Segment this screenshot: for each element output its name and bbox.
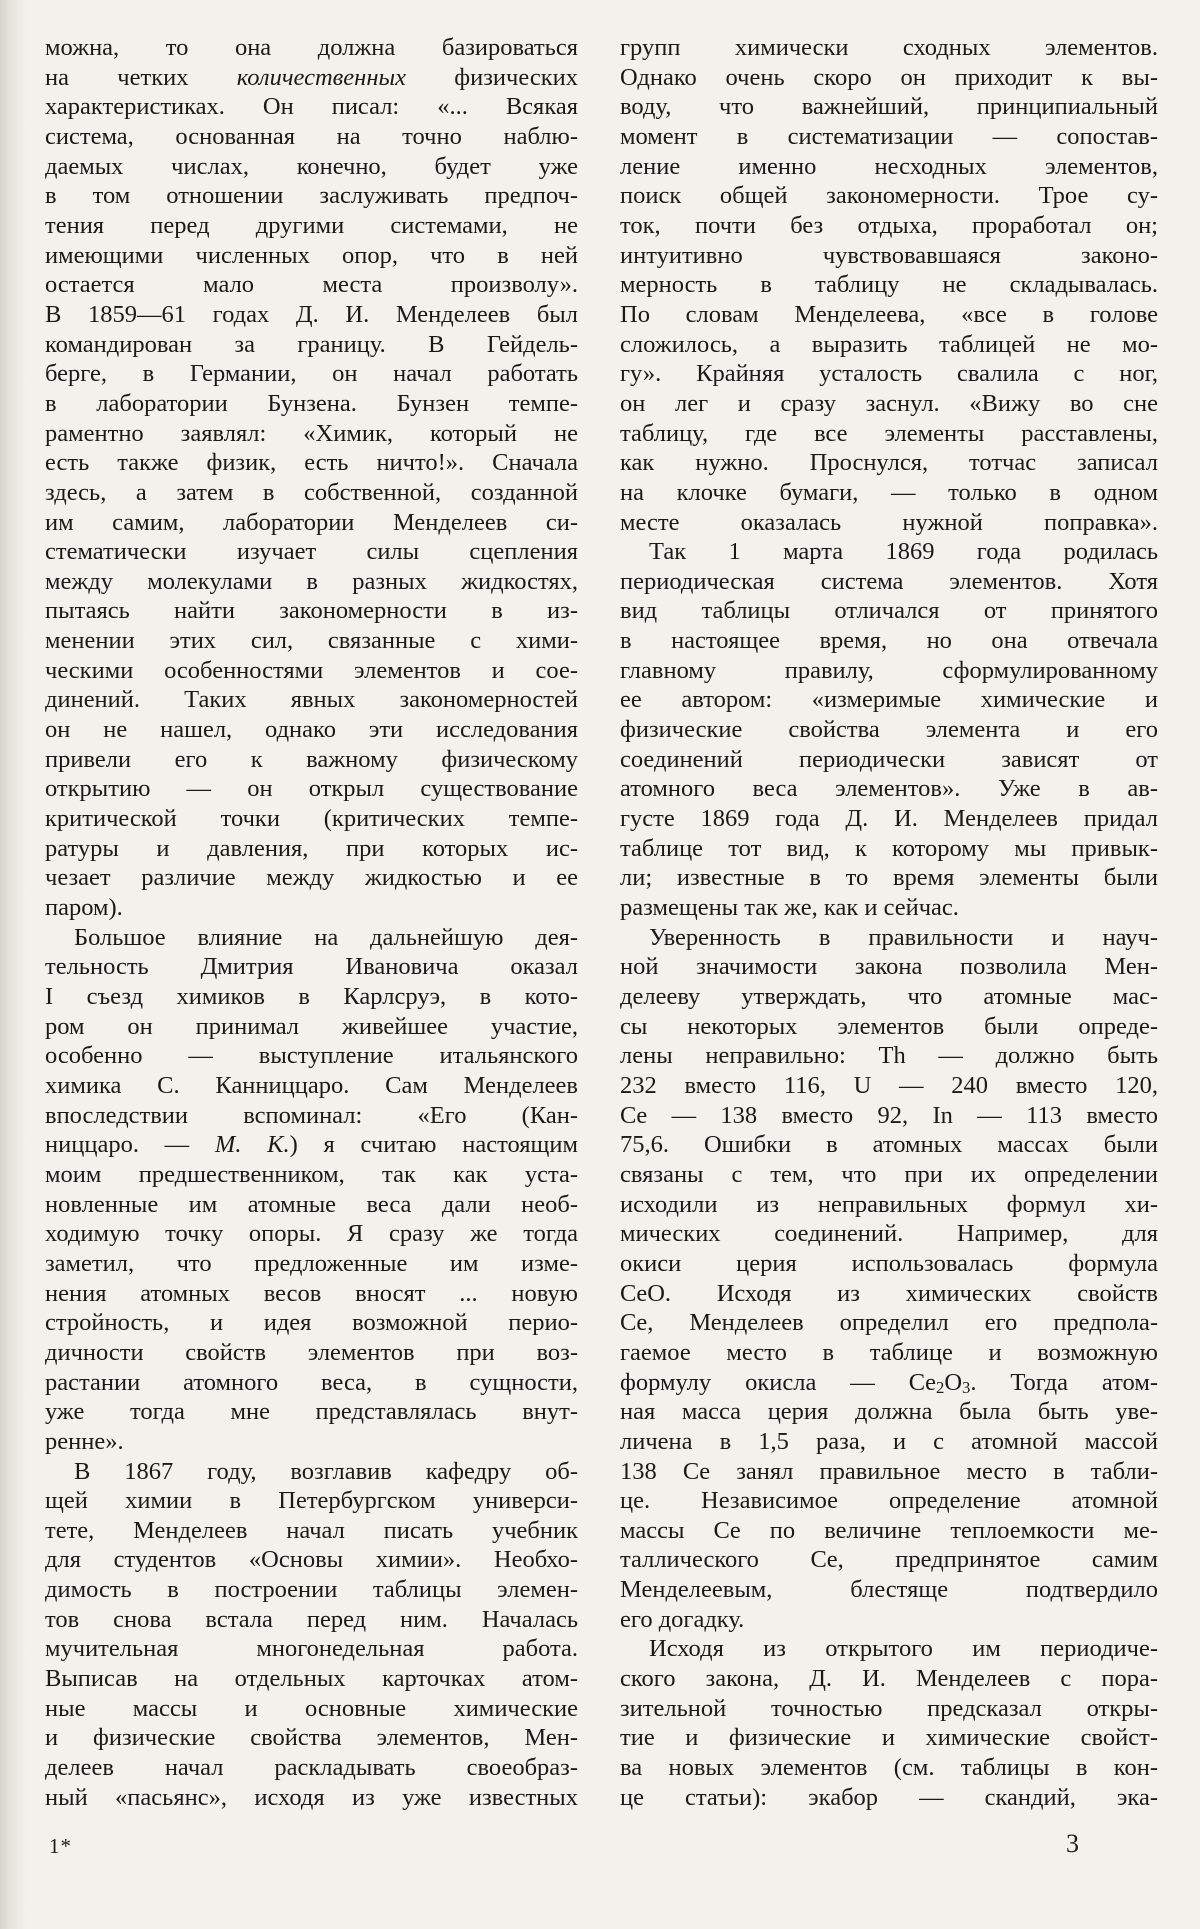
text-line: главному правилу, сформулированному: [620, 656, 1158, 684]
text-line: физические свойства элемента и его: [620, 716, 1158, 744]
text-line: мерность в таблицу не складывалась.: [620, 271, 1158, 299]
text-line: мучительная многонедельная работа.: [45, 1635, 578, 1663]
text-line: соединений периодически зависят от: [620, 745, 1158, 773]
text-line: воду, что важнейший, принципиальный: [620, 93, 1158, 121]
text-line: Ce, Менделеев определил его предпола-: [620, 1309, 1158, 1337]
text-line: есть также физик, есть ничто!». Сначала: [45, 449, 578, 477]
text-line: стематически изучает силы сцепления: [45, 538, 578, 566]
text-line: тения перед другими системами, не: [45, 211, 578, 239]
text-line: особенно — выступление итальянского: [45, 1042, 578, 1070]
text-line: формулу окисла — $Ce_2O_3$. Тогда атом-: [620, 1368, 1158, 1397]
text-line: нения атомных весов вносят ... новую: [45, 1279, 578, 1307]
text-line: для студентов «Основы химии». Необхо-: [45, 1546, 578, 1574]
text-line: сложилось, а выразить таблицей не мо-: [620, 330, 1158, 358]
text-line: на клочке бумаги, — только в одном: [620, 478, 1158, 506]
text-line: ток, почти без отдыха, проработал он;: [620, 211, 1158, 239]
text-line: таллического Ce, предпринятое самим: [620, 1546, 1158, 1574]
text-line: и физические свойства элементов, Мен-: [45, 1724, 578, 1752]
text-line: критической точки (критических темпе-: [45, 805, 578, 833]
text-line: гаемое место в таблице и возможную: [620, 1338, 1158, 1366]
text-line: мических соединений. Например, для: [620, 1220, 1158, 1248]
text-line: месте оказалась нужной поправка».: [620, 508, 1158, 536]
text-line: периодическая система элементов. Хотя: [620, 567, 1158, 595]
text-line: паром).: [45, 894, 123, 922]
text-line: дичности свойств элементов при воз-: [45, 1338, 578, 1366]
text-line: тельность Дмитрия Ивановича оказал: [45, 953, 578, 981]
text-line: раментно заявлял: «Химик, который не: [45, 419, 578, 447]
text-line: групп химически сходных элементов.: [620, 34, 1158, 61]
text-line: характеристиках. Он писал: «... Всякая: [45, 93, 578, 121]
text-line: це статьи): экабор — скандий, эка-: [620, 1783, 1158, 1811]
text-line: це. Независимое определение атомной: [620, 1487, 1158, 1515]
text-line: система, основанная на точно наблю-: [45, 122, 578, 150]
text-column-left: [45, 33, 578, 1812]
text-line: новленные им атомные веса дали необ-: [45, 1190, 578, 1218]
text-line: ского закона, Д. И. Менделеев с пора-: [620, 1665, 1158, 1693]
text-line: ренне».: [45, 1427, 124, 1455]
text-line: Менделеевым, блестяще подтвердило: [620, 1576, 1158, 1604]
text-line: лены неправильно: Th — должно быть: [620, 1042, 1158, 1070]
text-line: на четких количественных физических: [45, 63, 578, 91]
text-line: связаны с тем, что при их определении: [620, 1160, 1158, 1188]
text-line: Исходя из открытого им периодиче-: [649, 1635, 1158, 1663]
text-line: сы некоторых элементов были опреде-: [620, 1012, 1158, 1040]
text-line: его догадку.: [620, 1605, 745, 1633]
text-line: зительной точностью предсказал откры-: [620, 1694, 1158, 1722]
text-line: димость в построении таблицы элемен-: [45, 1576, 578, 1604]
text-line: окиси церия использовалась формула: [620, 1249, 1158, 1277]
text-line: он не нашел, однако эти исследования: [45, 716, 578, 744]
text-line: командирован за границу. В Гейдель-: [45, 330, 578, 358]
text-line: имеющими численных опор, что в ней: [45, 241, 578, 269]
text-line: CeO. Исходя из химических свойств: [620, 1279, 1158, 1307]
text-line: личена в 1,5 раза, и с атомной массой: [620, 1427, 1158, 1455]
text-line: растании атомного веса, в сущности,: [45, 1368, 578, 1396]
text-line: им самим, лаборатории Менделеев си-: [45, 508, 578, 536]
text-line: ходимую точку опоры. Я сразу же тогда: [45, 1220, 578, 1248]
text-line: размещены так же, как и сейчас.: [620, 894, 959, 922]
text-line: ром он принимал живейшее участие,: [45, 1012, 578, 1040]
text-line: гу». Крайняя усталость свалила с ног,: [620, 360, 1158, 388]
text-line: Так 1 марта 1869 года родилась: [649, 538, 1158, 566]
text-line: По словам Менделеева, «все в голове: [620, 300, 1158, 328]
text-line: ниццаро. — М. К.) я считаю настоящим: [45, 1131, 578, 1159]
text-line: интуитивно чувствовавшаяся законо-: [620, 241, 1158, 269]
text-line: В 1859—61 годах Д. И. Менделеев был: [45, 300, 578, 328]
text-line: ной значимости закона позволила Мен-: [620, 953, 1158, 981]
text-line: ратуры и давления, при которых ис-: [45, 834, 578, 862]
text-line: ные массы и основные химические: [45, 1694, 578, 1722]
text-line: I съезд химиков в Карлсруэ, в кото-: [45, 983, 578, 1010]
text-line: таблицу, где все элементы расставлены,: [620, 419, 1158, 447]
text-line: даемых числах, конечно, будет уже: [45, 152, 578, 180]
text-line: можна, то она должна базироваться: [45, 34, 578, 61]
text-line: заметил, что предложенные им изме-: [45, 1249, 578, 1277]
text-line: открытию — он открыл существование: [45, 775, 578, 803]
text-line: тете, Менделеев начал писать учебник: [45, 1516, 578, 1544]
text-line: динений. Таких явных закономерностей: [45, 686, 578, 714]
text-line: менении этих сил, связанные с хими-: [45, 627, 578, 655]
text-line: Большое влияние на дальнейшую дея-: [74, 923, 578, 951]
text-line: в лаборатории Бунзена. Бунзен темпе-: [45, 389, 578, 417]
text-line: здесь, а затем в собственной, созданной: [45, 478, 578, 506]
text-line: Выписав на отдельных карточках атом-: [45, 1665, 578, 1693]
text-line: 232 вместо 116, U — 240 вместо 120,: [620, 1071, 1158, 1099]
text-line: в настоящее время, но она отвечала: [620, 627, 1158, 655]
text-line: стройность, и идея возможной перио-: [45, 1309, 578, 1337]
text-line: ее автором: «измеримые химические и: [620, 686, 1158, 714]
page-number: 3: [1066, 1829, 1079, 1858]
text-line: пытаясь найти закономерности в из-: [45, 597, 578, 625]
text-line: ческими особенностями элементов и сое-: [45, 656, 578, 684]
text-line: тов снова встала перед ним. Началась: [45, 1605, 578, 1633]
text-line: момент в систематизации — сопостав-: [620, 122, 1158, 150]
text-line: химика С. Канниццаро. Сам Менделеев: [45, 1071, 578, 1099]
text-line: впоследствии вспоминал: «Его (Кан-: [45, 1101, 578, 1129]
text-line: вид таблицы отличался от принятого: [620, 597, 1158, 625]
text-line: таблице тот вид, к которому мы привык-: [620, 834, 1158, 862]
text-line: атомного веса элементов». Уже в ав-: [620, 775, 1158, 803]
text-line: 138 Ce занял правильное место в табли-: [620, 1457, 1158, 1485]
text-line: тие и физические и химические свойст-: [620, 1724, 1158, 1752]
text-line: остается мало места произволу».: [45, 271, 578, 299]
text-line: густе 1869 года Д. И. Менделеев придал: [620, 805, 1158, 833]
text-line: 75,6. Ошибки в атомных массах были: [620, 1131, 1158, 1159]
text-line: исходили из неправильных формул хи-: [620, 1190, 1158, 1218]
text-line: ная масса церия должна была быть уве-: [620, 1398, 1158, 1426]
text-line: моим предшественником, так как уста-: [45, 1160, 578, 1188]
text-column-right: [620, 33, 1158, 1812]
text-line: берге, в Германии, он начал работать: [45, 360, 578, 388]
text-line: делееву утверждать, что атомные мас-: [620, 983, 1158, 1010]
text-line: щей химии в Петербургском универси-: [45, 1487, 578, 1515]
text-line: в том отношении заслуживать предпоч-: [45, 182, 578, 210]
text-line: В 1867 году, возглавив кафедру об-: [74, 1457, 578, 1485]
text-line: Однако очень скоро он приходит к вы-: [620, 63, 1158, 91]
text-line: уже тогда мне представлялась внут-: [45, 1398, 578, 1426]
text-line: как нужно. Проснулся, тотчас записал: [620, 449, 1158, 477]
text-line: между молекулами в разных жидкостях,: [45, 567, 578, 595]
text-line: Уверенность в правильности и науч-: [649, 923, 1158, 951]
text-line: привели его к важному физическому: [45, 745, 578, 773]
text-line: чезает различие между жидкостью и ее: [45, 864, 578, 892]
text-line: ный «пасьянс», исходя из уже известных: [45, 1783, 578, 1811]
text-line: ва новых элементов (см. таблицы в кон-: [620, 1754, 1158, 1782]
text-line: поиск общей закономерности. Трое су-: [620, 182, 1158, 210]
text-line: Ce — 138 вместо 92, In — 113 вместо: [620, 1101, 1158, 1129]
text-line: ление именно несходных элементов,: [620, 152, 1158, 180]
text-line: он лег и сразу заснул. «Вижу во сне: [620, 389, 1158, 417]
text-line: делеев начал раскладывать своеобраз-: [45, 1754, 578, 1782]
signature-mark: 1*: [49, 1834, 72, 1858]
text-line: массы Ce по величине теплоемкости ме-: [620, 1516, 1158, 1544]
text-line: ли; известные в то время элементы были: [620, 864, 1158, 892]
